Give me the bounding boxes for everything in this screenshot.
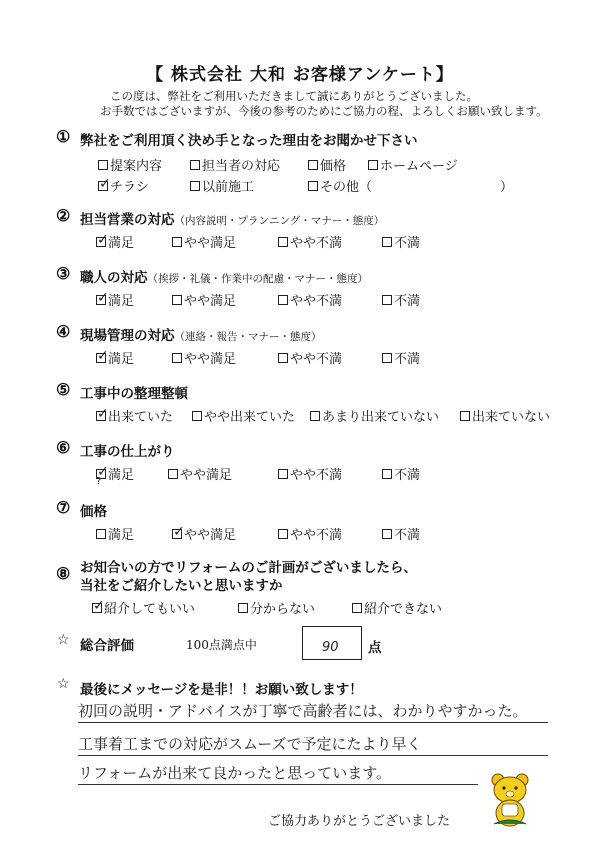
q6-option-dissatisfied[interactable]: 不満 (382, 464, 420, 483)
q6-option-somewhat-dissatisfied[interactable]: やや不満 (278, 464, 342, 483)
message-underline-2 (78, 755, 548, 756)
check-mark-icon: ✓ (173, 523, 185, 540)
message-line-1: 初回の説明・アドバイスが丁寧で高齢者には、わかりやすかった。 (78, 702, 528, 720)
checkbox[interactable] (190, 181, 200, 191)
checkbox[interactable] (310, 411, 320, 421)
message-label: 最後にメッセージを是非！！お願い致します！ (80, 682, 363, 698)
checkbox[interactable] (172, 237, 182, 247)
checkbox[interactable] (308, 181, 318, 191)
score-unit: 点 (368, 640, 382, 656)
q7-option-somewhat-satisfied[interactable]: ✓ やや満足 (173, 523, 237, 543)
checkbox-checked[interactable] (98, 175, 111, 192)
check-mark-icon: ✓ (97, 405, 109, 422)
checkbox[interactable] (192, 411, 202, 421)
thanks-text: ご協力ありがとうございました (268, 814, 451, 829)
checkbox-checked[interactable] (172, 523, 185, 540)
bear-mascot-icon (488, 772, 532, 828)
star-icon: ☆ (57, 676, 70, 692)
q2-option-satisfied[interactable]: ✓ 満足 (97, 231, 135, 251)
q1-option-proposal[interactable]: 提案内容 (98, 155, 162, 174)
q7-option-dissatisfied[interactable]: 不満 (382, 524, 420, 543)
checkbox[interactable] (168, 469, 178, 479)
checkbox[interactable] (382, 529, 392, 539)
checkbox[interactable] (172, 353, 182, 363)
q3-option-dissatisfied[interactable]: 不満 (382, 290, 420, 309)
message-underline-3 (78, 784, 478, 785)
checkbox[interactable] (98, 160, 108, 170)
checkbox[interactable] (190, 160, 200, 170)
message-underline-1 (78, 722, 548, 723)
score-label: 総合評価 (80, 638, 134, 654)
q1-text: 弊社をご利用頂く決め手となった理由をお聞かせ下さい (80, 133, 418, 149)
page-title: 【 株式会社 大和 お客様アンケート】 (146, 65, 454, 85)
checkbox-checked[interactable] (96, 289, 109, 306)
checkbox-checked[interactable] (96, 347, 109, 364)
q7-option-satisfied[interactable]: 満足 (96, 524, 134, 543)
checkbox[interactable] (382, 353, 392, 363)
question-mark: ? (96, 476, 102, 487)
q2-option-dissatisfied[interactable]: 不満 (382, 232, 420, 251)
checkbox[interactable] (278, 237, 288, 247)
checkbox[interactable] (278, 295, 288, 305)
checkbox[interactable] (382, 295, 392, 305)
q6-option-satisfied[interactable]: ✓ 満足 (97, 463, 135, 483)
q2-option-somewhat-dissatisfied[interactable]: やや不満 (278, 232, 342, 251)
q7-option-somewhat-dissatisfied[interactable]: やや不満 (278, 524, 342, 543)
intro-line-2: お手数ではございますが、今後の参考のためにご協力の程、よろしくお願い致します。 (100, 104, 548, 118)
q4-option-dissatisfied[interactable]: 不満 (382, 348, 420, 367)
q6-text: 工事の仕上がり (80, 444, 175, 460)
score-value: 90 (322, 640, 339, 655)
score-sub: 100点満点中 (186, 638, 257, 652)
message-line-2: 工事着工までの対応がスムーズで予定にたより早く (78, 735, 422, 753)
q8-number: ⑧ (56, 564, 71, 583)
message-line-3: リフォームが出来て良かったと思っています。 (78, 764, 392, 782)
checkbox[interactable] (368, 160, 378, 170)
check-mark-icon: ✓ (97, 347, 109, 364)
checkbox[interactable] (278, 353, 288, 363)
q5-text: 工事中の整理整頓 (80, 386, 188, 402)
checkbox-checked[interactable] (96, 231, 109, 248)
q1-option-other[interactable]: その他（ (308, 176, 372, 195)
q8-option-unknown[interactable]: 分からない (238, 598, 315, 617)
checkbox[interactable] (278, 529, 288, 539)
q3-option-satisfied[interactable]: ✓ 満足 (97, 289, 135, 309)
q5-option-not-done[interactable]: 出来ていない (460, 406, 550, 425)
checkbox[interactable] (96, 529, 106, 539)
intro-line-1: この度は、弊社をご利用いただきまして誠にありがとうございました。 (110, 89, 478, 103)
q6-option-somewhat-satisfied[interactable]: やや満足 (168, 464, 232, 483)
q8-text-line-2: 当社をご紹介したいと思いますか (80, 578, 283, 594)
check-mark-icon: ✓ (93, 597, 105, 614)
checkbox[interactable] (382, 237, 392, 247)
q5-option-done[interactable]: ✓ 出来ていた (97, 405, 174, 425)
q1-option-staff[interactable]: 担当者の対応 (190, 155, 280, 174)
q4-option-somewhat-satisfied[interactable]: やや満足 (172, 348, 236, 367)
q8-option-can-recommend[interactable]: ✓ 紹介してもいい (93, 597, 196, 617)
checkbox[interactable] (172, 295, 182, 305)
q6-number: ⑥ (56, 438, 71, 457)
checkbox[interactable] (308, 160, 318, 170)
q1-option-flyer[interactable]: ✓ チラシ (99, 175, 150, 195)
q1-option-price[interactable]: 価格 (308, 155, 346, 174)
q2-number: ② (56, 206, 71, 225)
q7-number: ⑦ (56, 498, 71, 517)
check-mark-icon: ✓ (99, 175, 111, 192)
checkbox[interactable] (382, 469, 392, 479)
q3-option-somewhat-dissatisfied[interactable]: やや不満 (278, 290, 342, 309)
checkbox[interactable] (278, 469, 288, 479)
q1-option-homepage[interactable]: ホームページ (368, 155, 458, 174)
q7-text: 価格 (80, 504, 107, 520)
q5-option-somewhat-done[interactable]: やや出来ていた (192, 406, 295, 425)
checkbox[interactable] (460, 411, 470, 421)
q1-option-other-close: ） (500, 180, 514, 195)
q3-number: ③ (56, 264, 71, 283)
check-mark-icon: ✓ (97, 289, 109, 306)
q4-text: 現場管理の対応（連絡・報告・マナー・態度） (80, 328, 322, 344)
q8-text-line-1: お知合いの方でリフォームのご計画がございましたら、 (80, 560, 417, 576)
q2-option-somewhat-satisfied[interactable]: やや満足 (172, 232, 236, 251)
q4-option-somewhat-dissatisfied[interactable]: やや不満 (278, 348, 342, 367)
check-mark-icon: ✓ (97, 463, 109, 480)
q1-number: ① (56, 127, 71, 146)
q5-number: ⑤ (56, 380, 71, 399)
check-mark-icon: ✓ (97, 231, 109, 248)
checkbox-checked[interactable] (96, 405, 109, 422)
q5-option-not-much[interactable]: あまり出来ていない (310, 406, 439, 425)
star-icon: ☆ (57, 632, 70, 648)
q4-option-satisfied[interactable]: ✓ 満足 (97, 347, 135, 367)
q8-option-cannot-recommend[interactable]: 紹介できない (352, 598, 442, 617)
checkbox[interactable] (352, 603, 362, 613)
q4-number: ④ (56, 322, 71, 341)
checkbox[interactable] (238, 603, 248, 613)
q3-option-somewhat-satisfied[interactable]: やや満足 (172, 290, 236, 309)
q3-text: 職人の対応（挨拶・礼儀・作業中の配慮・マナー・態度） (80, 270, 368, 286)
checkbox-checked[interactable] (92, 597, 105, 614)
q2-text: 担当営業の対応（内容説明・プランニング・マナー・態度） (80, 212, 385, 228)
q1-option-previous[interactable]: 以前施工 (190, 176, 254, 195)
